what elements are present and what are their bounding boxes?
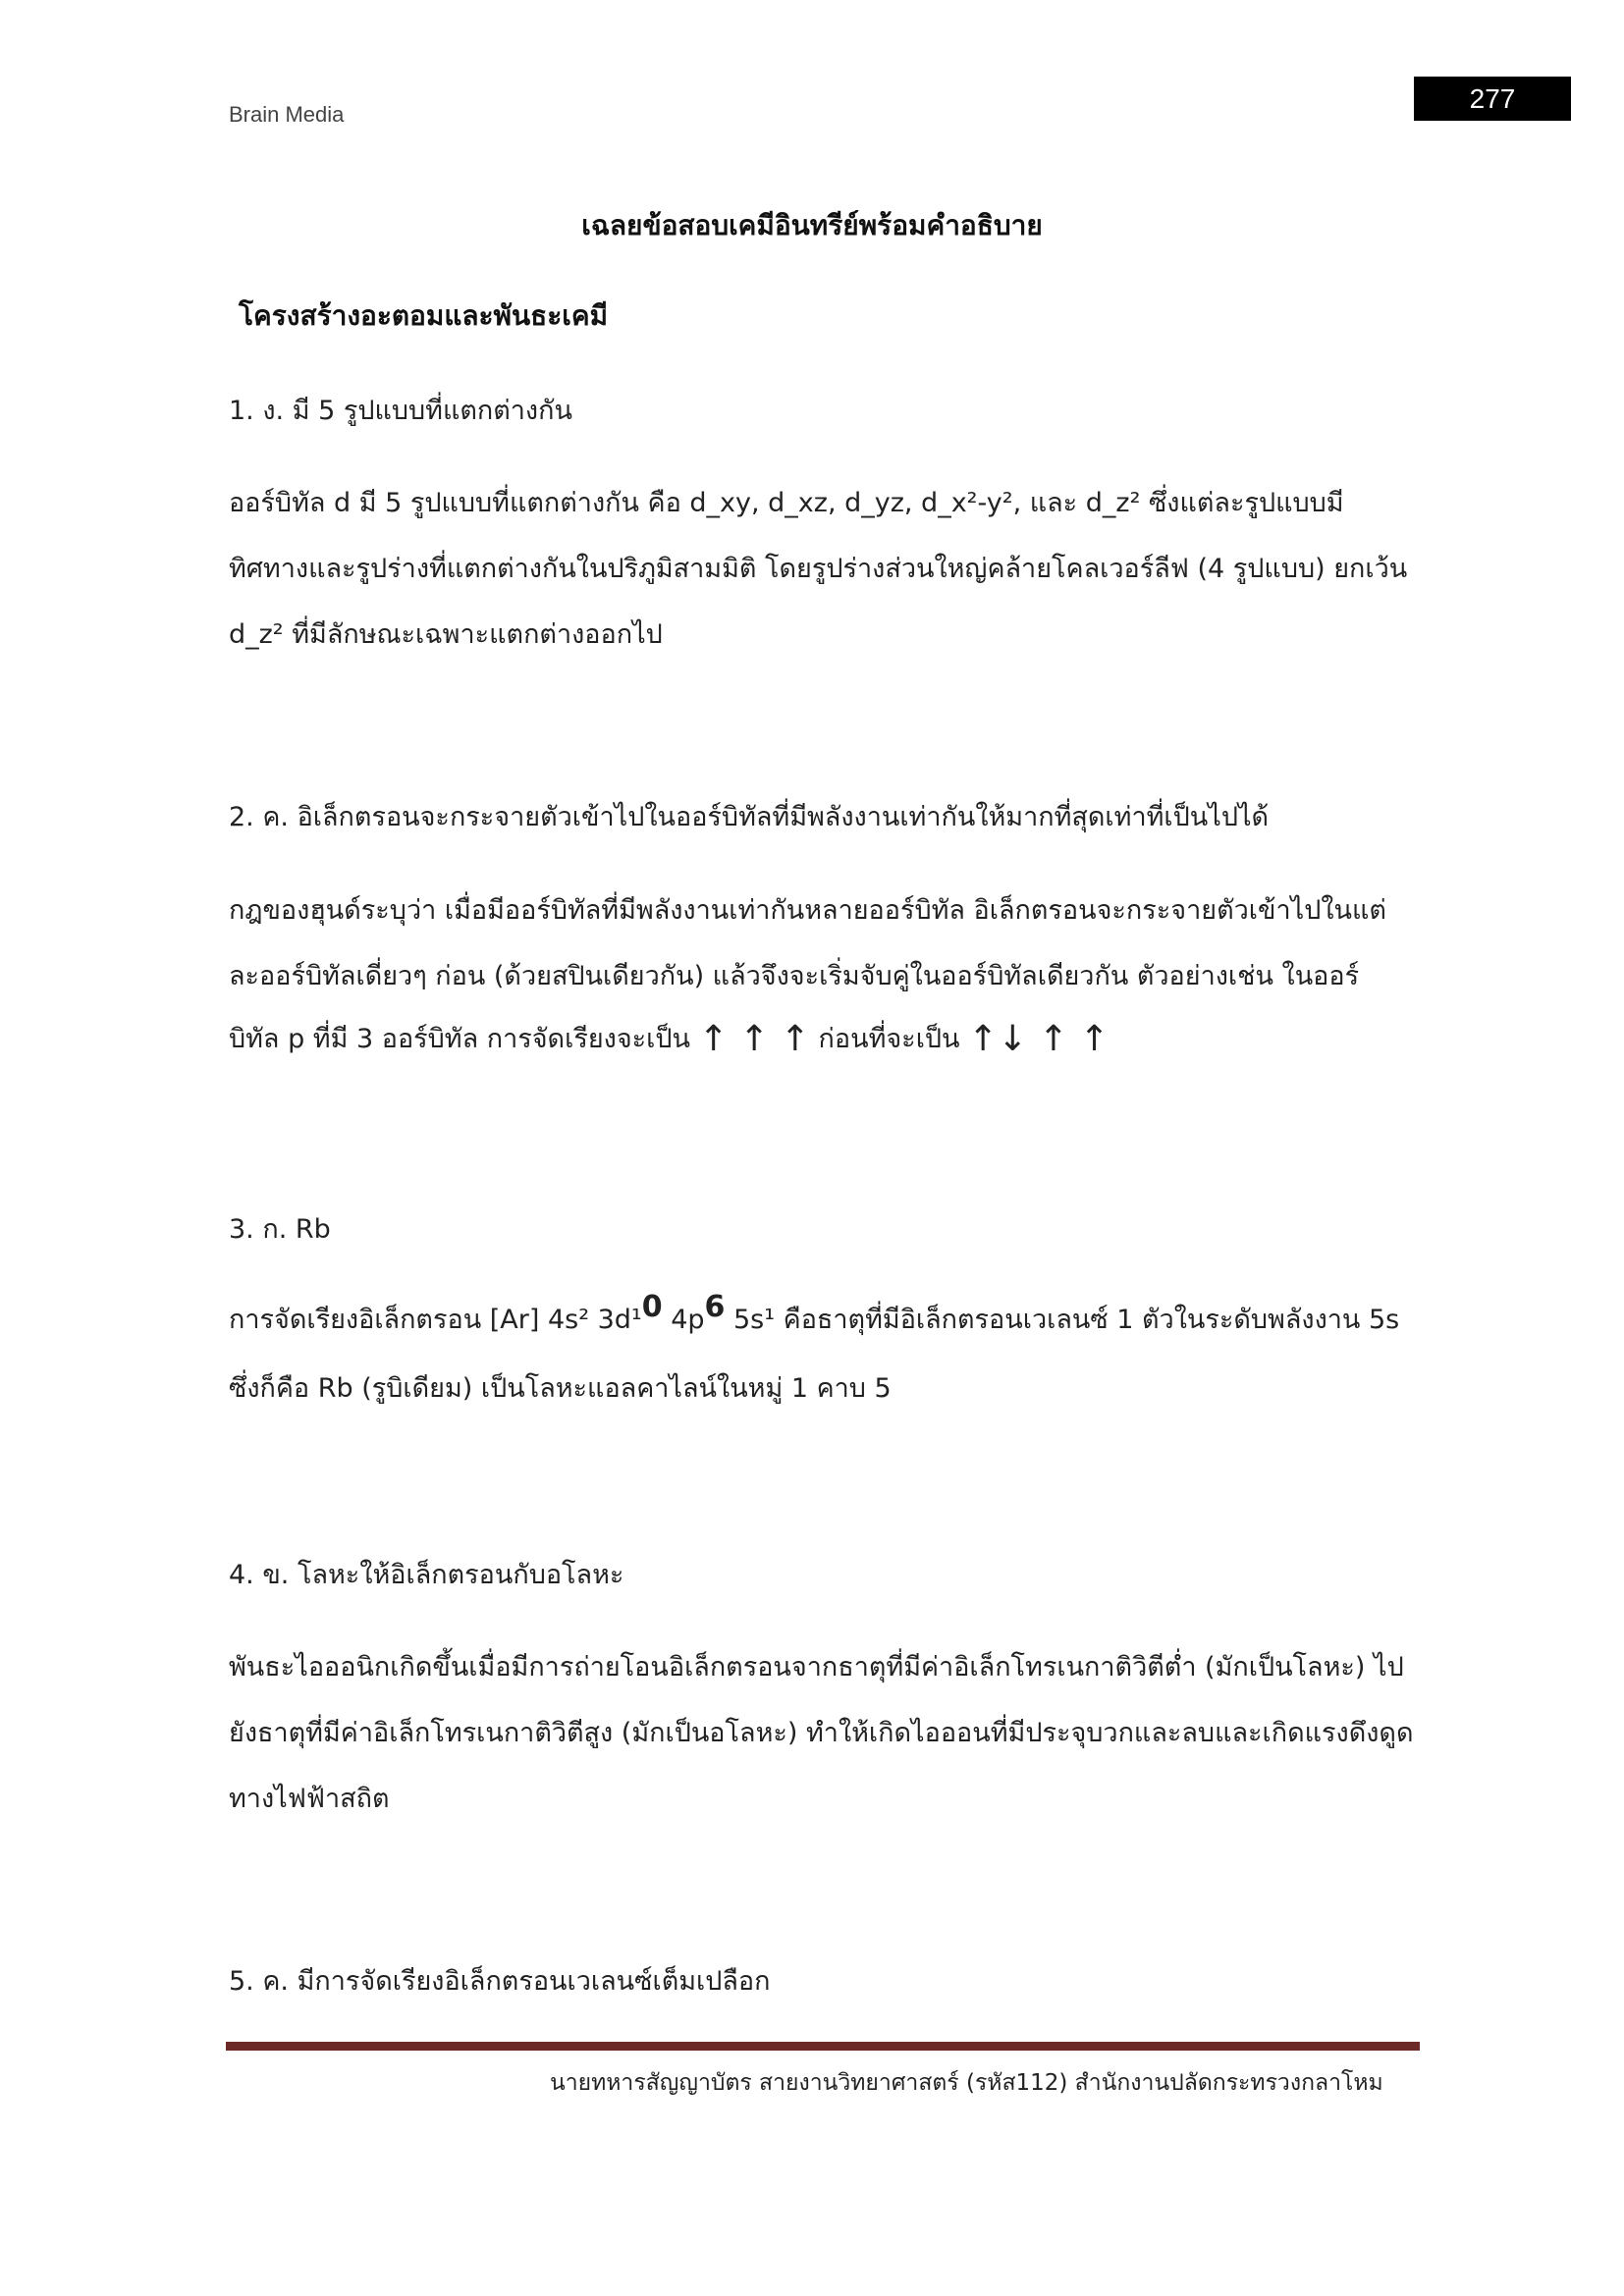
q3-answer: 3. ก. Rb [229, 1214, 331, 1245]
q2-line3-text: บิทัล p ที่มี 3 ออร์บิทัล การจัดเรียงจะเป็น [229, 1024, 690, 1054]
q3-explanation-line: ซึ่งก็คือ Rb (รูบิเดียม) เป็นโลหะแอลคาไลน์ในหมู่ 1 คาบ 5 [229, 1373, 892, 1404]
q4-explanation-line: พันธะไอออนิกเกิดขึ้นเมื่อมีการถ่ายโอนอิเล็กตรอนจากธาตุที่มีค่าอิเล็กโทรเนกาติวิตีต่ำ (มักเป็นโลหะ) ไป [229, 1652, 1404, 1682]
footer-divider [226, 2042, 1420, 2051]
arrow-up-icon: ↑ ↑ ↑ [698, 1019, 810, 1059]
q1-explanation-line: ทิศทางและรูปร่างที่แตกต่างกันในปริภูมิสามมิติ โดยรูปร่างส่วนใหญ่คล้ายโคลเวอร์ลีฟ (4 รูปแบบ) ยกเว้น [229, 554, 1408, 584]
q3-config-mid: 4p [662, 1305, 705, 1335]
q3-config-suffix: 5s¹ คือธาตุที่มีอิเล็กตรอนเวเลนซ์ 1 ตัวในระดับพลังงาน 5s [725, 1305, 1400, 1335]
q4-explanation-line: ยังธาตุที่มีค่าอิเล็กโทรเนกาติวิตีสูง (มักเป็นอโลหะ) ทำให้เกิดไอออนที่มีประจุบวกและลบและเกิดแรงดึงดูด [229, 1718, 1414, 1748]
q2-answer: 2. ค. อิเล็กตรอนจะกระจายตัวเข้าไปในออร์บิทัลที่มีพลังงานเท่ากันให้มากที่สุดเท่าที่เป็นไปได้ [229, 802, 1270, 832]
q3-config-prefix: การจัดเรียงอิเล็กตรอน [Ar] 4s² 3d¹ [229, 1305, 642, 1335]
footer-text: นายทหารสัญญาบัตร สายงานวิทยาศาสตร์ (รหัส112) สำนักงานปลัดกระทรวงกลาโหม [550, 2070, 1383, 2096]
q1-explanation-line: d_z² ที่มีลักษณะเฉพาะแตกต่างออกไป [229, 619, 663, 650]
q3-explanation-line [229, 1290, 1400, 1340]
q1-explanation-line: ออร์บิทัล d มี 5 รูปแบบที่แตกต่างกัน คือ d_xy, d_xz, d_yz, d_x²-y², และ d_z² ซึ่งแต่ละรูปแบบมี [229, 488, 1344, 518]
q2-line3-mid: ก่อนที่จะเป็น [818, 1024, 960, 1054]
brand-label: Brain Media [229, 102, 345, 127]
q2-explanation-line: ละออร์บิทัลเดี่ยวๆ ก่อน (ด้วยสปินเดียวกัน) แล้วจึงจะเริ่มจับคู่ในออร์บิทัลเดียวกัน ตัวอย่างเช่น ในออร์ [229, 961, 1360, 991]
arrow-updown-icon: ↑↓ ↑ ↑ [968, 1019, 1110, 1059]
page-number: 277 [1414, 77, 1571, 121]
q4-explanation-line: ทางไฟฟ้าสถิต [229, 1784, 390, 1814]
q2-explanation-line: กฎของฮุนด์ระบุว่า เมื่อมีออร์บิทัลที่มีพลังงานเท่ากันหลายออร์บิทัล อิเล็กตรอนจะกระจายตัวเข้าไปในแต่ [229, 895, 1386, 926]
page-title: เฉลยข้อสอบเคมีอินทรีย์พร้อมคำอธิบาย [581, 209, 1043, 241]
q1-answer: 1. ง. มี 5 รูปแบบที่แตกต่างกัน [229, 396, 572, 426]
q2-explanation-line-arrows [229, 1017, 1110, 1059]
section-heading: โครงสร้างอะตอมและพันธะเคมี [239, 299, 609, 332]
q3-superscript-six: 6 [704, 1290, 726, 1324]
q5-answer: 5. ค. มีการจัดเรียงอิเล็กตรอนเวเลนซ์เต็มเปลือก [229, 1966, 771, 1997]
q3-superscript-zero: 0 [641, 1290, 663, 1324]
q4-answer: 4. ข. โลหะให้อิเล็กตรอนกับอโลหะ [229, 1560, 624, 1590]
